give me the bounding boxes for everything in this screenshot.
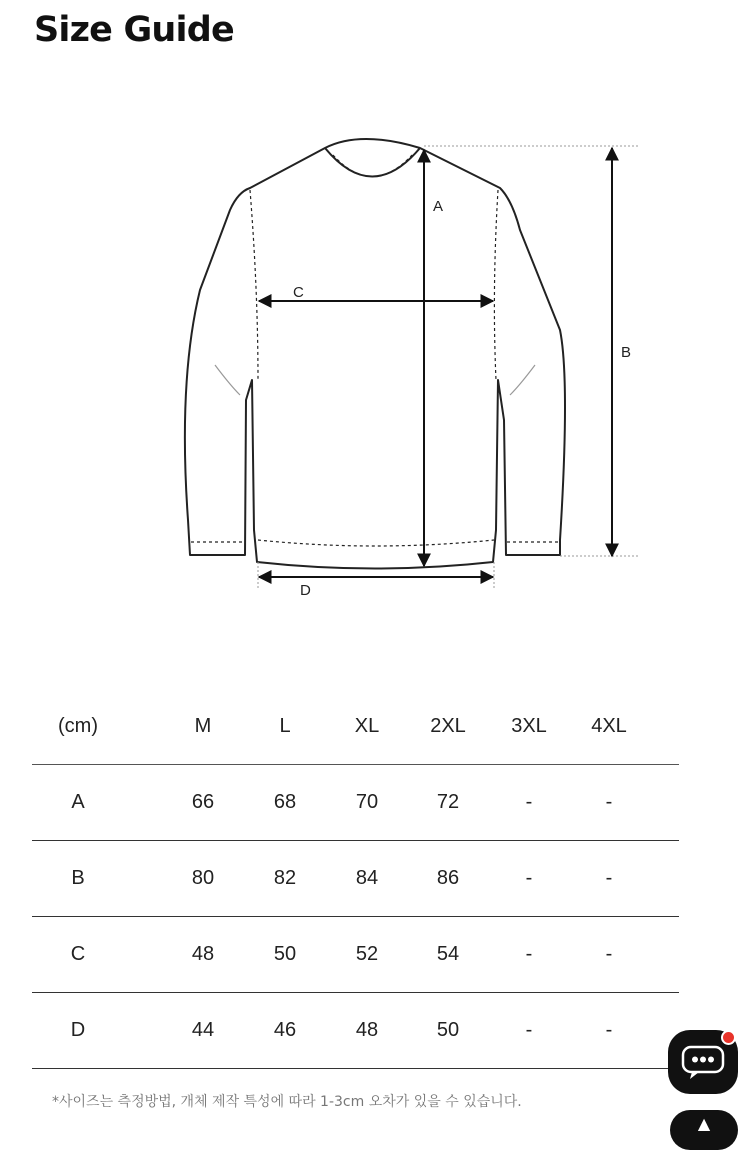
table-cell: - [605, 943, 613, 965]
table-cell: - [525, 867, 533, 889]
size-header-l: L [279, 714, 291, 737]
label-c: C [293, 284, 304, 301]
unit-header: (cm) [58, 714, 98, 737]
row-label: D [70, 1019, 86, 1041]
table-cell: - [605, 1019, 613, 1041]
size-header-4xl: 4XL [591, 714, 627, 737]
size-table [32, 688, 679, 1069]
table-row [32, 993, 679, 1069]
label-a: A [433, 198, 444, 215]
table-cell: 80 [191, 867, 215, 889]
sweatshirt-illustration [185, 139, 565, 569]
table-cell: 82 [273, 867, 297, 889]
size-diagram [0, 120, 750, 610]
table-cell: 66 [191, 791, 215, 813]
table-cell: - [525, 1019, 533, 1041]
table-cell: 54 [436, 943, 460, 965]
table-cell: 52 [355, 943, 379, 965]
table-cell: 48 [355, 1019, 379, 1041]
table-row [32, 841, 679, 917]
row-label: A [71, 791, 85, 813]
page-title: Size Guide [34, 10, 234, 50]
table-row [32, 917, 679, 993]
label-b: B [621, 344, 632, 361]
scroll-top-button[interactable] [670, 1110, 738, 1150]
size-header-m: M [194, 714, 212, 737]
table-header-row [32, 688, 679, 765]
arrow-up-icon: ▲ [697, 1114, 711, 1133]
table-row [32, 765, 679, 841]
table-cell: - [525, 791, 533, 813]
table-cell: 46 [273, 1019, 297, 1041]
chat-bubble-icon [680, 1044, 726, 1080]
table-cell: - [605, 791, 613, 813]
table-cell: 50 [436, 1019, 460, 1041]
row-label: B [71, 867, 85, 889]
table-cell: - [605, 867, 613, 889]
size-header-3xl: 3XL [511, 714, 547, 737]
table-cell: 70 [355, 791, 379, 813]
table-cell: - [525, 943, 533, 965]
size-note: *사이즈는 측정방법, 개체 제작 특성에 따라 1-3cm 오차가 있을 수 있습니다. [52, 1094, 522, 1110]
row-label: C [70, 943, 86, 965]
table-cell: 84 [355, 867, 379, 889]
size-header-xl: XL [354, 714, 380, 737]
table-cell: 68 [273, 791, 297, 813]
table-cell: 44 [191, 1019, 215, 1041]
notification-badge [721, 1030, 736, 1045]
size-header-2xl: 2XL [430, 714, 466, 737]
table-cell: 86 [436, 867, 460, 889]
chat-button[interactable] [668, 1030, 738, 1094]
table-cell: 48 [191, 943, 215, 965]
table-cell: 50 [273, 943, 297, 965]
label-d: D [300, 582, 311, 599]
table-cell: 72 [436, 791, 460, 813]
